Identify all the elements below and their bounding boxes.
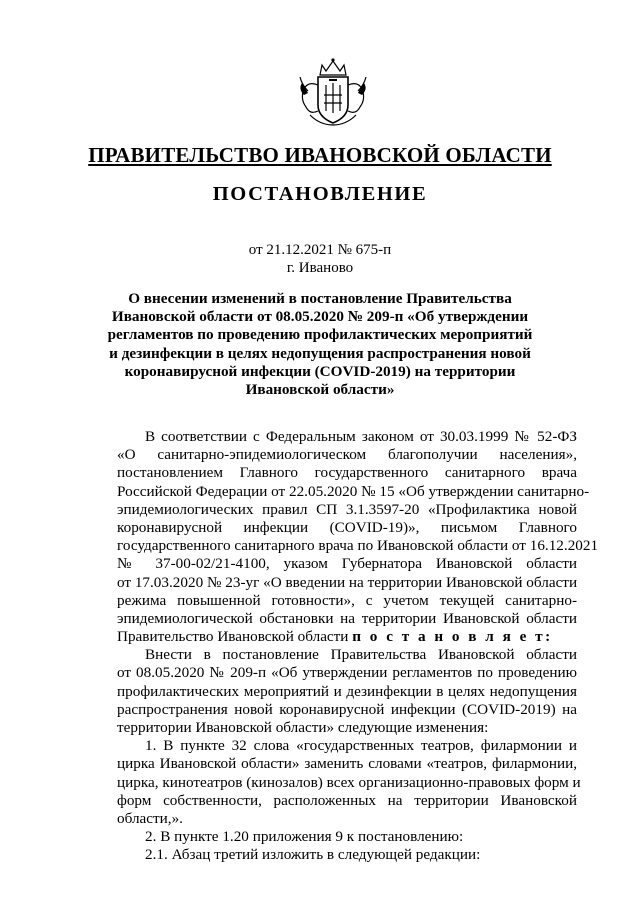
body-line: форм собственности, расположенных на территории Ивановской (117, 791, 577, 809)
body-line: Внести в постановление Правительства Ивановской области (145, 646, 577, 664)
date-number: от 21.12.2021 № 675-п (248, 242, 392, 258)
government-title: ПРАВИТЕЛЬСТВО ИВАНОВСКОЙ ОБЛАСТИ (88, 143, 552, 167)
body-line: Российской Федерации от 22.05.2020 № 15 «Об утверждении санитарно- (117, 482, 590, 500)
body-line: коронавирусной инфекции (COVID-19)», письмом Главного (117, 518, 577, 536)
heading-line: Ивановской области» (245, 380, 395, 398)
heading-line: и дезинфекции в целях недопущения распространения новой (109, 344, 531, 362)
body-line-resolves (117, 628, 577, 646)
body-line: В соответствии с Федеральным законом от 30.03.1999 № 52-ФЗ (145, 428, 577, 445)
body-line: цирка Ивановской области» заменить словами «театров, филармонии, (117, 755, 577, 773)
body-line: распространения новой коронавирусной инфекции (COVID-2019) на (117, 700, 577, 718)
resolves-keyword: п о с т а н о в л я е т: (352, 628, 553, 646)
body-line: 1. В пункте 32 слова «государственных театров, филармонии и (145, 737, 577, 755)
body-line: области,». (117, 809, 183, 827)
body-line: режима повышенной готовности», с учетом текущей санитарно- (117, 591, 577, 609)
body-line: 2.1. Абзац третий изложить в следующей редакции: (145, 846, 481, 864)
body-line: цирка, кинотеатров (кинозалов) всех организационно-правовых форм и (117, 773, 581, 791)
body-line: постановлением Главного государственного санитарного врача (117, 464, 577, 482)
ivanovo-coat-of-arms-emblem (296, 55, 370, 127)
body-line: от 17.03.2020 № 23-уг «О введении на территории Ивановской области (117, 573, 578, 591)
heading-line: коронавирусной инфекции (COVID-2019) на территории (124, 362, 516, 380)
body-line: территории Ивановской области» следующие изменения: (117, 719, 489, 736)
heading-line: регламентов по проведению профилактических мероприятий (107, 326, 533, 344)
heading-line: Ивановской области от 08.05.2020 № 209-п «Об утверждении (111, 308, 529, 326)
document-type: ПОСТАНОВЛЕНИЕ (212, 183, 428, 205)
body-line: профилактических мероприятий и дезинфекции в целях недопущения (117, 682, 577, 700)
document-body (117, 428, 599, 865)
body-line: эпидемиологической обстановки на территории Ивановской области (117, 609, 577, 627)
body-line: «О санитарно-эпидемиологическом благополучии населения», (117, 446, 577, 464)
city: г. Иваново (286, 260, 354, 276)
resolving-body: Правительство Ивановской области (117, 628, 349, 646)
body-line: 2. В пункте 1.20 приложения 9 к постановлению: (145, 828, 464, 846)
body-line: № 37-00-02/21-4100, указом Губернатора Ивановской области (117, 555, 577, 573)
body-line: эпидемиологических правил СП 3.1.3597-20 «Профилактика новой (117, 500, 577, 518)
heading-line: О внесении изменений в постановление Правительства (128, 290, 512, 307)
body-line: государственного санитарного врача по Ивановской области от 16.12.2021 (117, 537, 599, 555)
document-heading (90, 290, 550, 399)
body-line: от 08.05.2020 № 209-п «Об утверждении регламентов по проведению (117, 664, 577, 682)
